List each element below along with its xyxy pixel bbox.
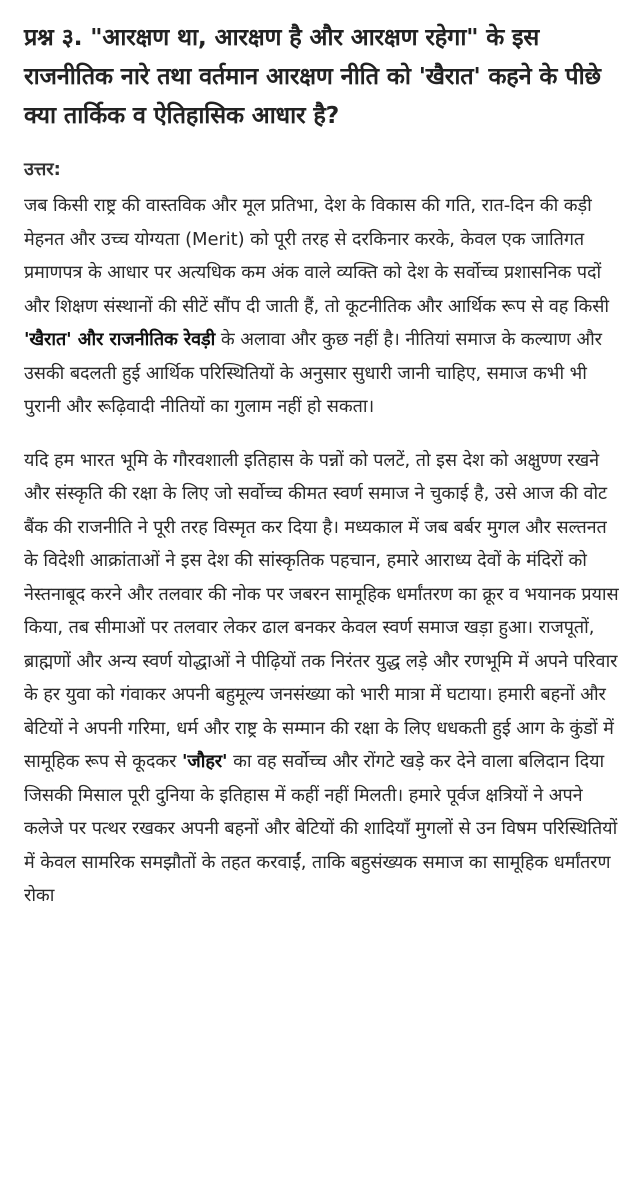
answer-label: उत्तर:	[24, 159, 61, 180]
paragraph-text: जब किसी राष्ट्र की वास्तविक और मूल प्रतिभा, देश के विकास की गति, रात-दिन की कड़ी मेहनत और उच्च योग्यता (Merit) को पूरी तरह से दरकिनार करके, केवल एक जातिगत प्रमाणपत्र के आधार पर अत्यधिक कम अंक वाले व्यक्ति को देश के सर्वोच्च प्रशासनिक पदों और शिक्षण संस्थानों की सीटें सौंप दी जाती हैं, तो कूटनीतिक और आर्थिक रूप से वह किसी	[24, 195, 609, 317]
bold-phrase-khairat: 'खैरात' और राजनीतिक रेवड़ी	[24, 329, 216, 350]
answer-paragraph-1	[24, 189, 624, 424]
bold-phrase-jauhar: 'जौहर'	[181, 751, 228, 772]
question-heading: प्रश्न ३. "आरक्षण था, आरक्षण है और आरक्षण रहेगा" के इस राजनीतिक नारे तथा वर्तमान आरक्षण नीति को 'खैरात' कहने के पीछे क्या तार्किक व ऐतिहासिक आधार है?	[24, 23, 601, 129]
paragraph-text: यदि हम भारत भूमि के गौरवशाली इतिहास के पन्नों को पलटें, तो इस देश को अक्षुण्ण रखने और संस्कृति की रक्षा के लिए जो सर्वोच्च कीमत स्वर्ण समाज ने चुकाई है, उसे आज की वोट बैंक की राजनीति ने पूरी तरह विस्मृत कर दिया है। मध्यकाल में जब बर्बर मुगल और सल्तनत के विदेशी आक्रांताओं ने इस देश की सांस्कृतिक पहचान, हमारे आराध्य देवों के मंदिरों को नेस्तनाबूद करने और तलवार की नोक पर जबरन सामूहिक धर्मांतरण का क्रूर व भयानक प्रयास किया, तब सीमाओं पर तलवार लेकर ढाल बनकर केवल स्वर्ण समाज खड़ा हुआ। राजपूतों, ब्राह्मणों और अन्य स्वर्ण योद्धाओं ने पीढ़ियों तक निरंतर युद्ध लड़े और रणभूमि में अपने परिवार के हर युवा को गंवाकर अपनी बहुमूल्य जनसंख्या को भारी मात्रा में घटाया। हमारी बहनों और बेटियों ने अपनी गरिमा, धर्म और राष्ट्र के सम्मान की रक्षा के लिए धधकती हुई आग के कुंडों में सामूहिक रूप से कूदकर	[24, 449, 619, 772]
paragraph-text: के अलावा और कुछ नहीं है। नीतियां समाज के कल्याण और उसकी बदलती हुई आर्थिक परिस्थितियों के अनुसार सुधारी जानी चाहिए, समाज कभी भी पुरानी और रूढ़िवादी नीतियों का गुलाम नहीं हो सकता।	[24, 329, 602, 417]
document-page	[24, 18, 624, 933]
paragraph-text: का वह सर्वोच्च और रोंगटे खड़े कर देने वाला बलिदान दिया जिसकी मिसाल पूरी दुनिया के इतिहास में कहीं नहीं मिलती। हमारे पूर्वज क्षत्रियों ने अपने कलेजे पर पत्थर रखकर अपनी बहनों और बेटियों की शादियाँ मुगलों से उन विषम परिस्थितियों में केवल सामरिक समझौतों के तहत करवाईं, ताकि बहुसंख्यक समाज का सामूहिक धर्मांतरण रोका	[24, 751, 618, 906]
answer-paragraph-2	[24, 444, 624, 913]
